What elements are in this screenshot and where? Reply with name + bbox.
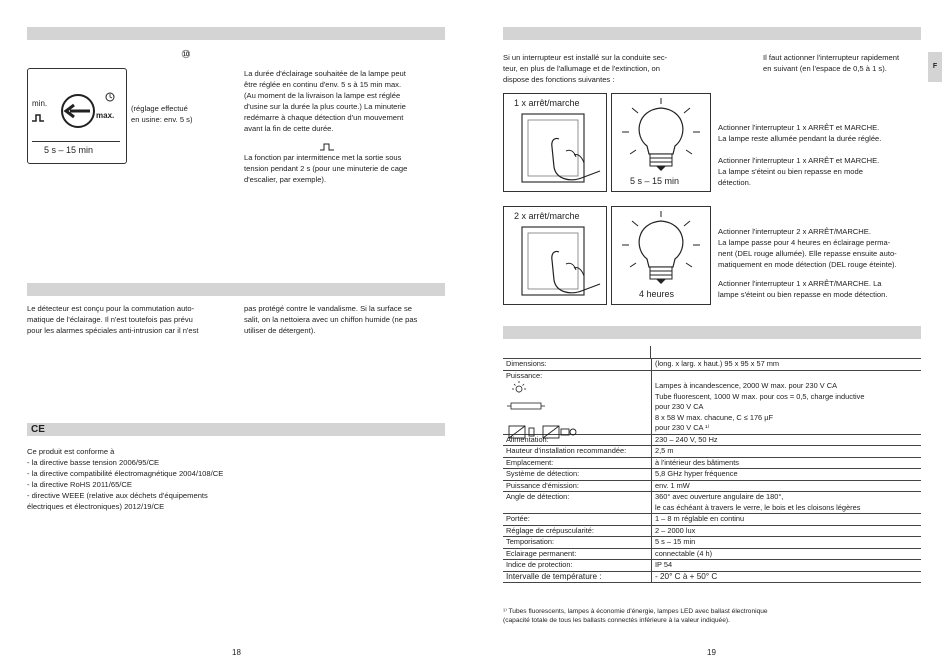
lightbulb-icon (612, 209, 710, 289)
panel-1-text-1: Actionner l'interrupteur 1 x ARRÊT et MARCHE. La lampe reste allumée pendant la durée réglée. (718, 123, 882, 143)
page-number-right: 19 (707, 648, 716, 657)
pulse-description: La fonction par intermittence met la sortie sous tension pendant 2 s (pour une minuterie de cage d'escalier, par exemple). (244, 153, 408, 184)
ballast-icons (509, 426, 576, 438)
spec-row (503, 469, 921, 481)
timer-description: La durée d'éclairage souhaitée de la lampe peut être réglée en continu d'env. 5 s à 15 min max. (Au moment de la livraison la lampe est réglée d'usine sur la durée la plus courte.) La minuterie redémarre à chaque détection d'un mouvement avant la fin de cette durée. (244, 69, 406, 133)
switch-intro-note: Il faut actionner l'interrupteur rapidement en suivant (en l'espace de 0,5 à 1 s). (763, 53, 900, 73)
spec-key: Indice de protection: (503, 560, 652, 572)
spec-value: 1 – 8 m réglable en continu (652, 514, 922, 526)
spec-value: connectable (4 h) (652, 548, 922, 560)
hand-switch-icon (504, 111, 606, 191)
spec-row (503, 514, 921, 526)
spec-row (503, 480, 921, 492)
spec-key: Puissance: (503, 370, 652, 434)
spec-footnote: ¹⁾ Tubes fluorescents, lampes à économie d'énergie, lampes LED avec ballast électronique (capacité totale de tous les ballasts connectés inférieure à la valeur indiquée). (503, 608, 768, 624)
factory-setting-note: (réglage effectué en usine: env. 5 s) (131, 104, 193, 124)
spec-row (503, 560, 921, 572)
spec-value: Lampes à incandescence, 2000 W max. pour 230 V CA Tube fluorescent, 1000 W max. pour cos = 0,5, charge inductive pour 230 V CA 8 x 58 W max. chacune, C ≤ 176 µF pour 230 V CA ¹⁾ (652, 370, 922, 434)
bulb-panel-2 (611, 206, 711, 305)
switch-panel-2 (503, 206, 607, 305)
spec-value: env. 1 mW (652, 480, 922, 492)
incandescent-icon (512, 381, 526, 392)
usage-text-col1: Le détecteur est conçu pour la commutation auto- matique de l'éclairage. Il n'est toutefois pas prévu pour les alarmes spéciales anti-intrusion car il n'est (27, 304, 199, 335)
hand-switch-icon (504, 224, 606, 304)
spec-value: 5,8 GHz hyper fréquence (652, 469, 922, 481)
timer-dial-icon (28, 75, 126, 145)
spec-key: Angle de détection: (503, 492, 652, 514)
ce-conformity-text: Ce produit est conforme à - la directive basse tension 2006/95/CE - la directive compatibilité électromagnétique 2004/108/CE - la directive RoHS 2011/65/CE - directive WEEE (relative aux déchets d'équipements électriques et électroniques) 2012/19/CE (27, 447, 224, 511)
panel-2-text-2: Actionner l'interrupteur 1 x ARRÊT/MARCHE. La lampe s'éteint ou bien repasse en mode détection. (718, 279, 888, 299)
spec-key: Intervalle de température : (503, 571, 652, 583)
ce-header-bar (27, 423, 445, 436)
spec-value: (long. x larg. x haut.) 95 x 95 x 57 mm (652, 359, 922, 370)
spec-key: Portée: (503, 514, 652, 526)
pulse-icon (319, 142, 335, 152)
spec-key: Eclairage permanent: (503, 548, 652, 560)
bulb-panel-1-label: 5 s – 15 min (630, 176, 680, 186)
bulb-panel-1 (611, 93, 711, 192)
spec-row (503, 359, 921, 370)
spec-row (503, 571, 921, 583)
spec-row (503, 537, 921, 549)
switch-panel-1-label: 1 x arrêt/marche (514, 98, 580, 108)
timer-range-label: 5 s – 15 min (44, 145, 94, 155)
section-header-bar (503, 27, 921, 40)
spec-key: Réglage de crépuscularité: (503, 525, 652, 537)
section-header-bar (27, 283, 445, 296)
spec-key: Dimensions: (503, 359, 652, 370)
switch-intro: Si un interrupteur est installé sur la conduite sec- teur, en plus de l'allumage et de l'extinction, on dispose des fonctions suivantes : (503, 53, 668, 84)
spec-key: Emplacement: (503, 457, 652, 469)
lightbulb-icon (612, 96, 710, 176)
max-label: max. (96, 111, 115, 120)
timer-dial-panel (27, 68, 127, 164)
spec-value: 230 – 240 V, 50 Hz (652, 434, 922, 446)
min-label: min. (32, 99, 48, 108)
spec-key: Système de détection: (503, 469, 652, 481)
spec-value: IP 54 (652, 560, 922, 572)
section-header-bar (27, 27, 445, 40)
spec-row (503, 492, 921, 514)
switch-panel-2-label: 2 x arrêt/marche (514, 211, 580, 221)
fluorescent-tube-icon (507, 403, 545, 409)
spec-key: Alimentation: (503, 434, 652, 446)
bulb-panel-2-label: 4 heures (639, 289, 675, 299)
spec-value: 360° avec ouverture angulaire de 180°, le cas échéant à travers le verre, le bois et les cloisons légères (652, 492, 922, 514)
spec-key: Temporisation: (503, 537, 652, 549)
spec-value: 2,5 m (652, 446, 922, 458)
spec-key: Puissance d'émission: (503, 480, 652, 492)
panel-2-text-1: Actionner l'interrupteur 2 x ARRÊT/MARCHE. La lampe passe pour 4 heures en éclairage perma- nent (DEL rouge allumée). Elle repasse ensuite auto- matiquement en mode détection (DEL rouge éteinte). (718, 227, 897, 269)
ce-mark: CE (31, 424, 45, 435)
spec-row (503, 525, 921, 537)
spec-row (503, 446, 921, 458)
spec-row (503, 548, 921, 560)
spec-table-top-divider (650, 346, 651, 358)
spec-value: à l'intérieur des bâtiments (652, 457, 922, 469)
dial-divider (32, 141, 120, 142)
spec-value: 5 s – 15 min (652, 537, 922, 549)
language-tab: F (928, 52, 942, 82)
page-number-left: 18 (232, 648, 241, 657)
spec-value: - 20° C à + 50° C (652, 571, 922, 583)
circled-number-10: ⑩ (181, 49, 191, 61)
panel-1-text-2: Actionner l'interrupteur 1 x ARRÊT et MARCHE. La lampe s'éteint ou bien repasse en mode détection. (718, 156, 880, 187)
switch-panel-1 (503, 93, 607, 192)
spec-row (503, 457, 921, 469)
spec-key: Hauteur d'installation recommandée: (503, 446, 652, 458)
section-header-bar (503, 326, 921, 339)
power-load-icons (503, 381, 643, 443)
spec-value: 2 – 2000 lux (652, 525, 922, 537)
usage-text-col2: pas protégé contre le vandalisme. Si la surface se salit, on la nettoiera avec un chiffon humide (ne pas utiliser de détergent). (244, 304, 418, 335)
